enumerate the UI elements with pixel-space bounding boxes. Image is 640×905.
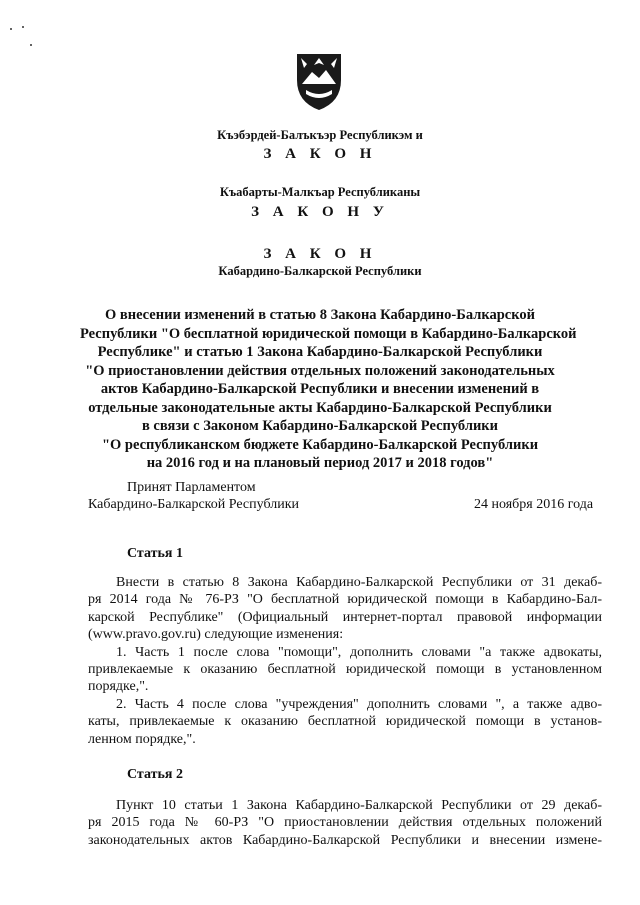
scan-speck	[30, 44, 32, 46]
law-title	[80, 306, 577, 473]
adopted-body: Кабардино-Балкарской Республики	[88, 497, 299, 512]
title-line: О внесении изменений в статью 8 Закона Кабардино-Балкарской	[104, 307, 535, 323]
title-line: Республики "О бесплатной юридической помощи в Кабардино-Балкарской	[80, 325, 577, 342]
article-line: (www.pravo.gov.ru) следующие изменения:	[88, 627, 344, 643]
article-1-heading: Статья 1	[127, 546, 183, 561]
title-line: в связи с Законом Кабардино-Балкарской Республики	[141, 418, 499, 434]
header-line-balkar: Къабарты-Малкъар Республиканы	[219, 185, 421, 199]
article-line: ленном порядке,".	[88, 731, 196, 747]
adopted-by: Принят Парламентом	[127, 480, 256, 495]
article-line: порядке,".	[88, 679, 149, 695]
article-line: каты, привлекаемые к оказанию бесплатной юридической помощи в установ-	[88, 714, 602, 730]
article-line: карской Республике" (Официальный интернет-портал правовой информации	[88, 609, 602, 625]
article-1-body	[88, 574, 602, 748]
title-line: на 2016 год и на плановый период 2017 и 2018 годов"	[146, 455, 494, 471]
article-line: ря 2015 года № 60-РЗ "О приостановлении действия отдельных положений	[88, 815, 602, 831]
article-line: 1. Часть 1 после слова "помощи", дополнить словами "а также адвокаты,	[116, 644, 602, 660]
article-line: Внести в статью 8 Закона Кабардино-Балкарской Республики от 31 декаб-	[116, 575, 602, 590]
title-line: Республике" и статью 1 Закона Кабардино-Балкарской Республики	[97, 344, 543, 360]
header-zakon-kabardian: З А К О Н	[263, 146, 377, 162]
header-line-kabardian: Къэбэрдей-Балъкъэр Республикэм и	[217, 128, 423, 142]
title-line: отдельные законодательные акты Кабардино-Балкарской Республики	[88, 399, 552, 416]
article-2-heading: Статья 2	[127, 767, 183, 782]
title-line: "О республиканском бюджете Кабардино-Балкарской Республики	[101, 436, 539, 453]
scan-speck	[22, 26, 24, 28]
scan-speck	[10, 28, 12, 30]
header-republic-russian: Кабардино-Балкарской Республики	[218, 264, 422, 278]
title-line: "О приостановлении действия отдельных положений законодательных	[85, 362, 555, 379]
article-2-body	[88, 797, 602, 849]
article-line: 2. Часть 4 после слова "учреждения" дополнить словами ", а также адво-	[116, 696, 602, 712]
article-line: законодательных актов Кабардино-Балкарской Республики и внесении измене-	[88, 832, 602, 848]
title-line: актов Кабардино-Балкарской Республики и внесении изменений в	[100, 381, 540, 397]
article-line: Пункт 10 статьи 1 Закона Кабардино-Балкарской Республики от 29 декаб-	[116, 798, 602, 813]
header-zakonu-balkar: З А К О Н У	[251, 204, 389, 220]
adopted-date: 24 ноября 2016 года	[474, 497, 594, 512]
header-zakon-russian: З А К О Н	[263, 246, 377, 262]
article-line: привлекаемые к оказанию бесплатной юридической помощи в установленном	[88, 662, 602, 678]
article-line: ря 2014 года № 76-РЗ "О бесплатной юридической помощи в Кабардино-Бал-	[88, 592, 602, 608]
coat-of-arms-icon	[292, 50, 346, 112]
